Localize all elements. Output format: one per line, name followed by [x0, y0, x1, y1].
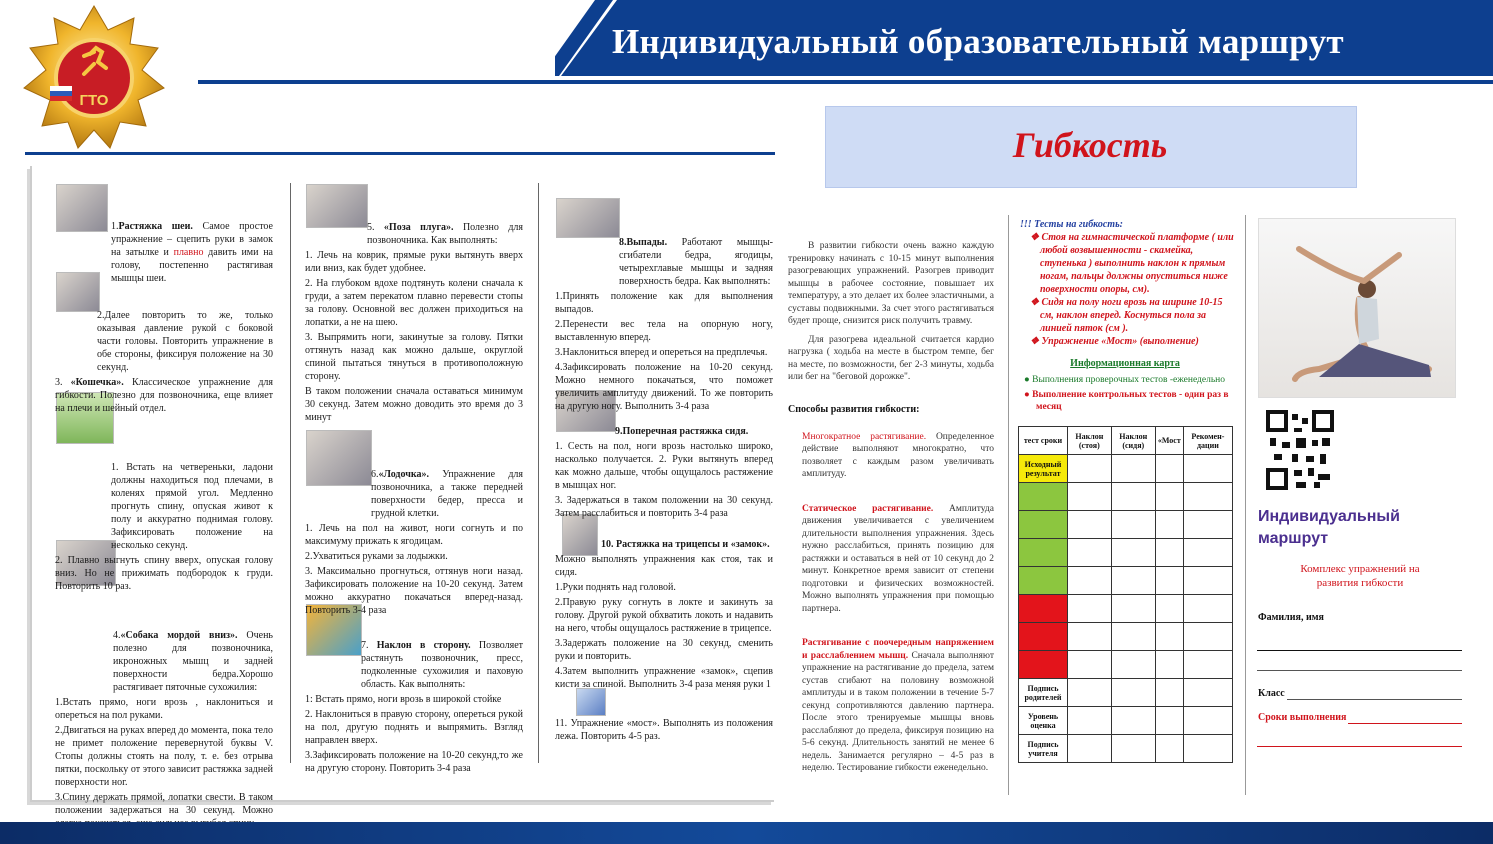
flexibility-tests: !!! Тесты на гибкость: ❖ Стоя на гимнастической платформе ( или любой возвышенности - скамейка, ступенька ) выполнить наклон к прямым ногам, пальцы должны опуститься ниже поверхности опоры, см). ❖ Сидя на полу ноги врозь на ширине 10-15 см, наклон вперед. Коснуться пола за линией пяток (см ). ❖ Упражнение «Мост» (выполнение) [1020, 219, 1234, 347]
header-rule [198, 80, 1493, 84]
qr-code-icon [1266, 410, 1334, 490]
table-row-label: Уровень оценка [1019, 707, 1068, 735]
deadline-line [1257, 746, 1462, 747]
gto-logo [18, 2, 170, 152]
green-cell [1019, 511, 1068, 539]
brochure-divider [1245, 215, 1246, 795]
table-row-label: Исходный результат [1019, 455, 1068, 483]
info-card-title: Информационная карта [1070, 358, 1180, 369]
green-cell [1019, 539, 1068, 567]
gto-badge-icon [18, 2, 170, 152]
woman-stretch-icon [1259, 219, 1455, 397]
name-line [1257, 670, 1462, 671]
qr-code [1266, 410, 1334, 490]
table-header: Рекомен- дации [1183, 427, 1232, 455]
subtitle: Гибкость [1012, 125, 1168, 165]
left-rule [25, 152, 775, 155]
table-row-label: Подпись учителя [1019, 735, 1068, 763]
leaflet-column-2: 5. «Поза плуга». Полезно для позвоночника. Как выполнять: 1. Лечь на коврик, прямые руки вытянуть вверх или вниз, как будет удобнее. 2. На глубоком вдохе подтянуть колени сначала к груди, а затем перекатом плавно перевести стопы за голову. Основной вес должен приходиться на лопатки, а не на шею. 3. Выпрямить ноги, закинутые за голову. Пятки оттянуть назад как можно дальше, округлой спиной пытаться тянуться в противоположную сторону. В таком положении сначала оставаться минимум 30 секунд. Затем можно доводить это время до 3 минут 6.«Лодочка». Упражнение для позвоночника, а также передней поверхности бедер, пресса и грудной клетки. 1. Лечь на пол на живот, ноги согнуть и по максимуму прижать к ягодицам. 2.Ухватиться руками за лодыжки. 3. Максимально прогнуться, оттянув ноги назад. Зафиксировать положение на 10-20 секунд. Затем можно аккуратно покачаться вперед-назад. Повторить 3-4 раза 7. Наклон в сторону. Позволяет растянуть позвоночник, пресс, подколенные сухожилия и паховую область. Как выполнять: 1: Встать прямо, ноги врозь в широкой стойке 2. Наклониться в правую сторону, опереться рукой на пол, другую поднять и выпрямить. Взгляд направлен вверх. 3.Зафиксировать положение на 10-20 секунд,то же на другую сторону. Повторить 3-4 раза [305, 222, 524, 774]
name-line [1257, 650, 1462, 651]
deadline-label: Сроки выполнения [1258, 712, 1347, 723]
green-cell [1019, 483, 1068, 511]
route-subtitle: Комплекс упражнений на развития гибкости [1300, 563, 1420, 589]
route-title: Индивидуальный маршрут [1258, 508, 1400, 547]
class-line [1287, 699, 1462, 700]
leaflet-column-3: 8.Выпады. Работают мышцы-сгибатели бедра, ягодицы, четырехглавые мышцы и задняя поверхность бедра. Как выполнять: 1.Принять положение как для выполнения выпадов. 2.Перенести вес тела на опорную ногу, выставленную вперед. 3.Наклониться вперед и опереться на предплечья. 4.Зафиксировать положение на 10-20 секунд. Можно немного покачаться, что поможет увеличить амплитуду движений. То же повторить на другую ногу. Выполнить 3-4 раза 9.Поперечная растяжка сидя. 1. Сесть на пол, ноги врозь настолько широко, насколько получается. 2. Руки вытянуть вперед как можно дальше, чтобы ощущалось растяжение в мышцах ног. 3. Задержаться в таком положении на 30 секунд. Затем расслабиться и повторить 3-4 раза 10. Растяжка на трицепсы и «замок». Можно выполнять упражнения как стоя, так и сидя. 1.Руки поднять над головой. 2.Правую руку согнуть в локте и закинуть за голову. Другой рукой обхватить локоть и надавить на него, чтобы ощущалось растяжение в трицепсе. 3.Задержать положение на 30 секунд, сменить руки и повторить. 4.Затем выполнить упражнение «замок», сцепив кисти за спиной. Выполнить 3-4 раза меняя руки 1 11. Упражнение «мост». Выполнять из положения лежа. Повторить 4-5 раз. [555, 237, 773, 742]
table-header: тест сроки [1019, 427, 1068, 455]
table-row-label: Подпись родителей [1019, 679, 1068, 707]
leaflet-column-1: 1.Растяжка шеи. Самое простое упражнение – сцепить руки в замок на затылке и плавно давить ими на голову, постепенно растягивая мышцы шеи. 2.Далее повторить то же, только оказывая давление рукой с боковой части головы. Повторить упражнение в обе стороны, фиксируя положение на 30 секунд. 3. «Кошечка». Классическое упражнение для гибкости. Полезно для позвоночника, еще влияет на плечи и шейный отдел. 1. Встать на четвереньки, ладони должны находиться под плечами, в коленях прямой угол. Медленно прогнуть спину, опуская живот к полу и аккуратно поднимая голову. Зафиксировать положение на несколько секунд. 2. Плавно выгнуть спину вверх, опуская голову вниз. Но не прижимать подбородок к груди. Повторить 10 раз. 4.«Собака мордой вниз». Очень полезно для позвоночника, икроножных мышц и задней поверхности бедра.Хорошо растягивает пяточные сухожилия: 1.Встать прямо, ноги врозь , наклониться и опереться на пол руками. 2.Двигаться на руках вперед до момента, пока тело не примет положение перевернутой буквы V. Стопы должны стоять на полу, т. е. без отрыва пятки, поскольку от этого зависит растяжка задней поверхности ног. 3.Спину держать прямой, лопатки свести. В таком положении задержаться на 30 секунд. Можно [55, 221, 274, 816]
green-cell [1019, 567, 1068, 595]
footer-band [0, 822, 1493, 844]
red-cell [1019, 595, 1068, 623]
brochure-intro: В развитии гибкости очень важно каждую тренировку начинать с 10-15 минут выполнения разогревающих упражнений. Разогрев приводит мышцы в рабочее состояние, повышает их температуру, а это делает их более эластичными, а суставы подвижными. За счет этого растягиваться будет проще, снизится риск получить травму. Для разогрева идеальной считается кардио нагрузка ( ходьба на месте в быстром темпе, бег на месте, по возможности, бег 2-3 минуты, ходьба или бег на "беговой дорожке". [788, 241, 994, 382]
gto-logo-text: ГТО [79, 92, 109, 109]
stretching-woman-photo [1258, 218, 1456, 398]
table-header: Наклон (стоя) [1068, 427, 1112, 455]
red-cell [1019, 651, 1068, 679]
deadline-line [1348, 723, 1462, 724]
brochure-methods: Способы развития гибкости: Многократное растягивание. Определенное действие выполняют многократно, что позволяет с каждым разом увеличивать амплитуду. Статическое растягивание. Амплитуда движения увеличивается с увеличением длительности выполнения упражнения. Здесь нужно расслабиться, принять позицию для растяжки и оставаться в ней от 10 секунд до 2 минут. Конкретное время зависит от степени подготовки и физических возможностей. Можно выполнять упражнения при помощью партнера. Растягивание с поочередным напряжением и расслаблением мышц. Сначала выполняют упражнение на растягивание до предела, затем сустав сгибают на половину возможной амплитуды и в таком положении в течение 5-7 секунд сопротивляются давлению партнера. После этого тренируемые мышцы вновь расслабляют до предела, фиксируя позицию на 5-6 секунд. Длительность занятий не менее 6 недель. Занимается регулярно – 4-5 раз в неделю. Тестирование гибкости еженедельно. [788, 404, 994, 773]
info-card-table [1018, 426, 1233, 763]
table-header: «Мост [1155, 427, 1183, 455]
brochure-divider [1008, 215, 1009, 795]
column-divider [290, 183, 291, 763]
red-cell [1019, 623, 1068, 651]
page-title: Индивидуальный образовательный маршрут [612, 22, 1344, 61]
table-header: Наклон (сидя) [1111, 427, 1155, 455]
name-label: Фамилия, имя [1258, 612, 1324, 623]
column-divider [538, 183, 539, 763]
class-label: Класс [1258, 688, 1285, 699]
lunge-photo [556, 198, 620, 238]
info-bullets: ● Выполнения проверочных тестов -еженедельно ● Выполнение контрольных тестов - один раз в месяц [1024, 375, 1229, 412]
